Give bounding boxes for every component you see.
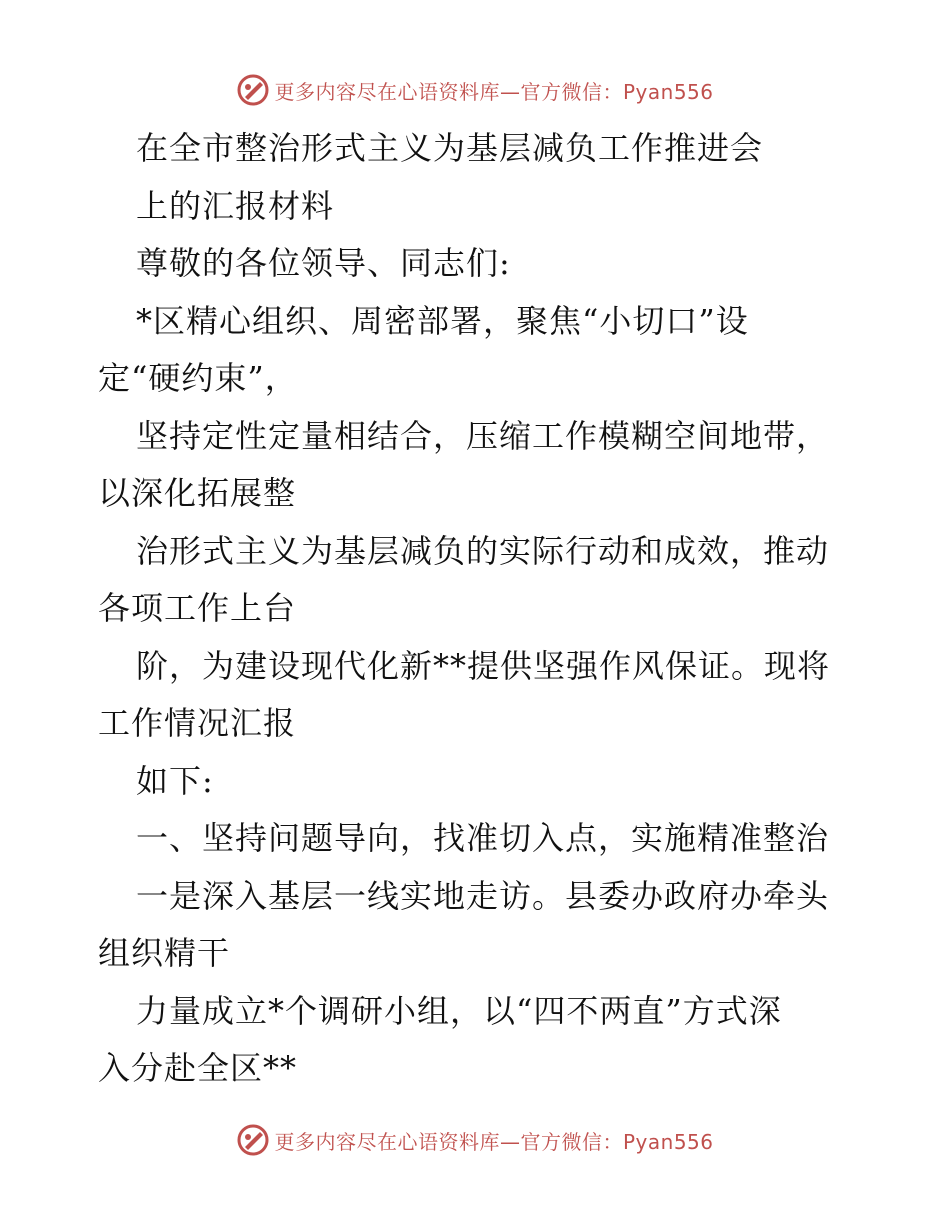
watermark-text: 更多内容尽在心语资料库—官方微信：Pyan556 bbox=[274, 79, 714, 104]
document-body bbox=[98, 120, 853, 1098]
text-line: 上的汇报材料 bbox=[136, 186, 335, 225]
text-line: 一是深入基层一线实地走访。县委办政府办牵头 bbox=[136, 876, 830, 915]
text-line: 坚持定性定量相结合，压缩工作模糊空间地带， bbox=[136, 416, 830, 455]
text-line: 工作情况汇报 bbox=[98, 704, 297, 742]
watermark-text: 更多内容尽在心语资料库—官方微信：Pyan556 bbox=[274, 1129, 714, 1154]
text-line: 阶，为建设现代化新**提供坚强作风保证。现将 bbox=[136, 646, 831, 685]
text-line: 在全市整治形式主义为基层减负工作推进会 bbox=[136, 129, 764, 167]
text-line: 力量成立*个调研小组，以“四不两直”方式深 bbox=[136, 991, 782, 1030]
brand-logo-icon bbox=[236, 1123, 270, 1157]
text-line: 组织精干 bbox=[98, 934, 231, 972]
text-line: 如下: bbox=[136, 761, 214, 800]
footer-watermark bbox=[0, 1120, 950, 1160]
brand-logo-icon bbox=[236, 73, 270, 107]
text-line: 各项工作上台 bbox=[98, 589, 297, 627]
text-line: 治形式主义为基层减负的实际行动和成效，推动 bbox=[136, 531, 830, 570]
text-line: 以深化拓展整 bbox=[98, 474, 297, 512]
header-watermark bbox=[0, 70, 950, 110]
text-line: 入分赴全区** bbox=[98, 1049, 298, 1087]
text-line: 定“硬约束”， bbox=[98, 359, 298, 397]
text-line: 尊敬的各位领导、同志们: bbox=[136, 244, 511, 282]
text-line: 一、坚持问题导向，找准切入点，实施精准整治 bbox=[136, 819, 830, 857]
text-line: *区精心组织、周密部署，聚焦“小切口”设 bbox=[136, 301, 749, 340]
